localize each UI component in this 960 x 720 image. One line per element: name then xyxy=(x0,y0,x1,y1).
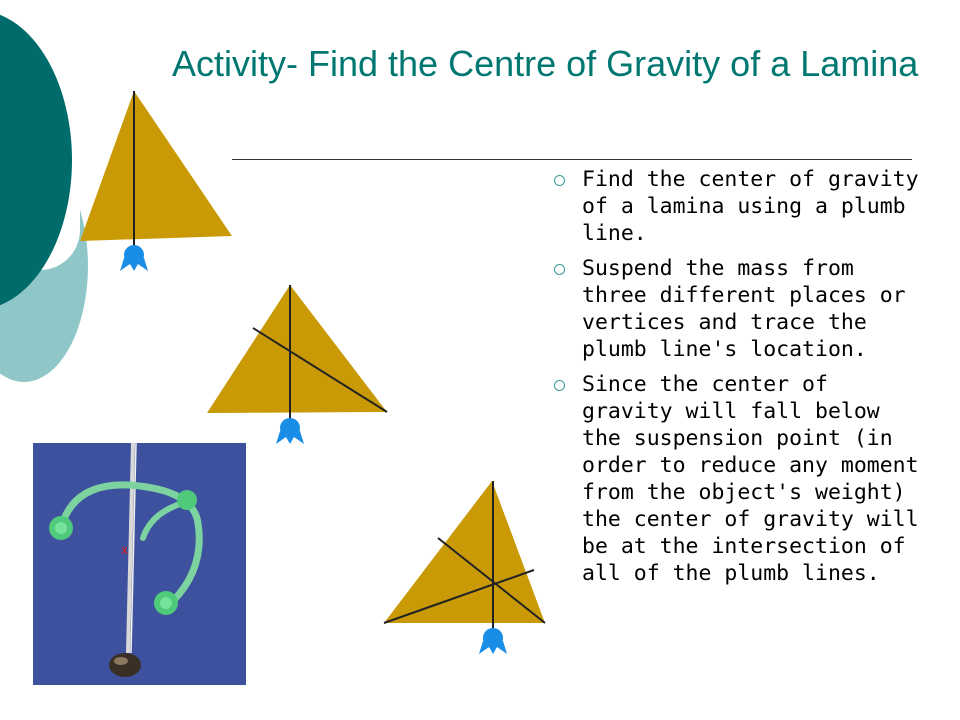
bullet-item xyxy=(548,166,928,247)
plumb-bob-icon xyxy=(479,628,507,654)
triangle-figure-2 xyxy=(205,282,395,452)
svg-text:x: x xyxy=(121,543,129,557)
plumb-bob-icon xyxy=(276,418,304,444)
lamina-triangle xyxy=(80,91,232,241)
bullet-text: Since the center of gravity will fall below the suspension point (in order to reduce any moment from the object's weight) the center of gravity will be at the intersection of all of the plumb lines. xyxy=(582,372,919,586)
triangle-figure-3 xyxy=(380,478,550,660)
photo-illustration xyxy=(33,443,246,685)
bullet-list xyxy=(548,166,928,595)
lamina-triangle xyxy=(207,285,387,413)
bullet-item xyxy=(548,371,928,587)
plumb-bob-icon xyxy=(120,245,148,271)
hollow-circle-bullet-icon xyxy=(554,264,565,275)
slide-title: Activity- Find the Centre of Gravity of a Lamina xyxy=(172,43,919,84)
title-divider xyxy=(232,159,912,160)
bullet-text: Suspend the mass from three different places or vertices and trace the plumb line's location. xyxy=(582,256,906,362)
bullet-text: Find the center of gravity of a lamina using a plumb line. xyxy=(582,167,919,246)
hollow-circle-bullet-icon xyxy=(554,380,565,391)
photo-suspended-lamina xyxy=(33,443,246,685)
bullet-item xyxy=(548,255,928,363)
triangle-figure-1 xyxy=(76,88,238,278)
lamina-triangle xyxy=(384,481,545,623)
hollow-circle-bullet-icon xyxy=(554,175,565,186)
